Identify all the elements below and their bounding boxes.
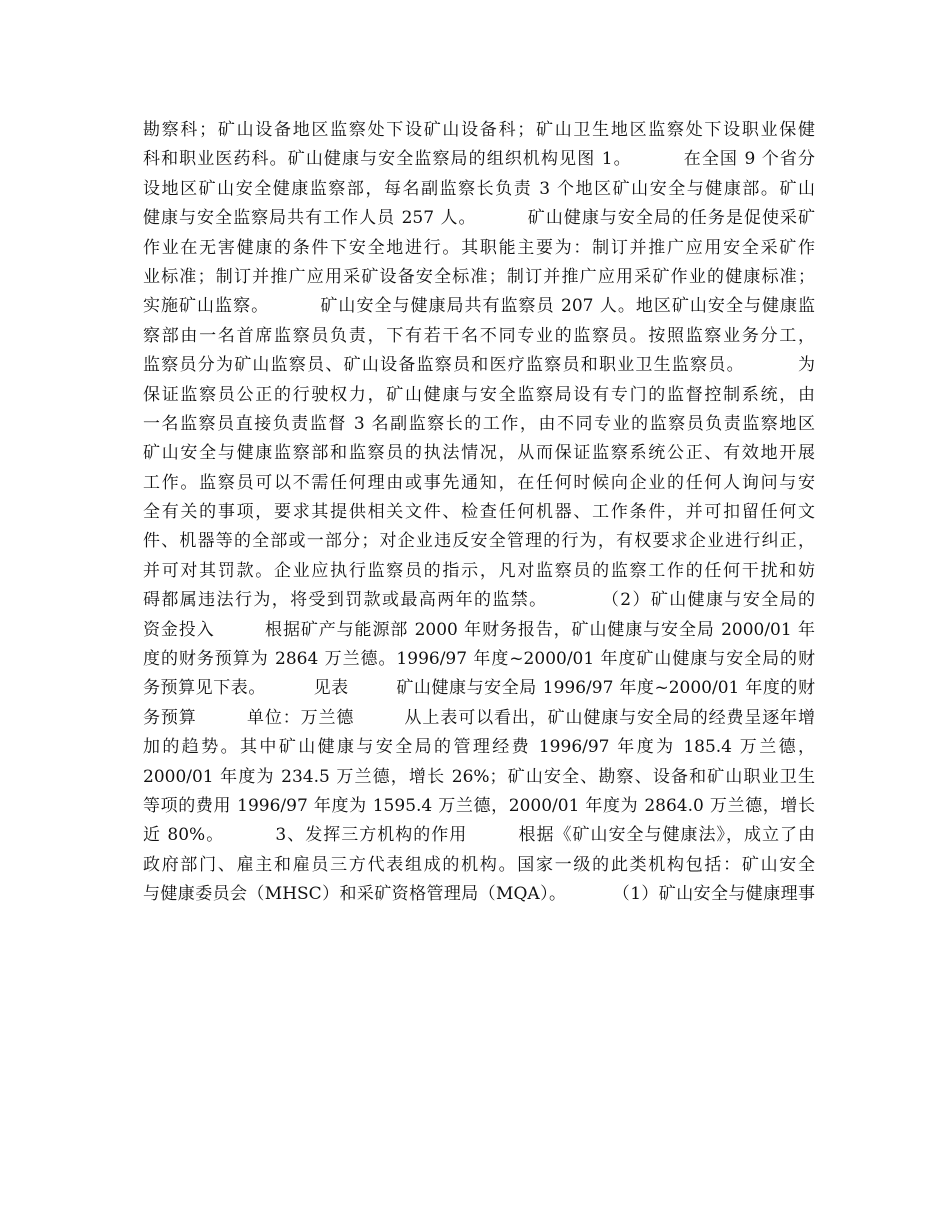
text-line: 等项的费用 1996/97 年度为 1595.4 万兰德，2000/01 年度为 2864.0 万兰德，增长 — [143, 795, 815, 816]
text-line: 工作。监察员可以不需任何理由或事先通知，在任何时候向企业的任何人询问与安 — [143, 472, 815, 493]
text-line: 作业在无害健康的条件下安全地进行。其职能主要为：制订并推广应用安全采矿作 — [143, 237, 815, 258]
text-line: 度的财务预算为 2864 万兰德。1996/97 年度~2000/01 年度矿山健康与安全局的财 — [143, 649, 815, 670]
text-line: 碍都属违法行为，将受到罚款或最高两年的监禁。 （2）矿山健康与安全局的 — [143, 590, 815, 611]
text-line: 2000/01 年度为 234.5 万兰德，增长 26%；矿山安全、勘察、设备和矿山职业卫生 — [143, 766, 815, 787]
text-line: 科和职业医药科。矿山健康与安全监察局的组织机构见图 1。 在全国 9 个省分 — [143, 149, 815, 170]
text-line: 设地区矿山安全健康监察部，每名副监察长负责 3 个地区矿山安全与健康部。矿山 — [143, 178, 815, 199]
text-line: 加的趋势。其中矿山健康与安全局的管理经费 1996/97 年度为 185.4 万兰德， — [143, 737, 815, 758]
text-line: 务预算 单位：万兰德 从上表可以看出，矿山健康与安全局的经费呈逐年增 — [143, 707, 815, 728]
text-line: 并可对其罚款。企业应执行监察员的指示，凡对监察员的监察工作的任何干扰和妨 — [143, 560, 815, 581]
text-line: 资金投入 根据矿产与能源部 2000 年财务报告，矿山健康与安全局 2000/01 年 — [143, 619, 815, 640]
text-line: 近 80%。 3、发挥三方机构的作用 根据《矿山安全与健康法》，成立了由 — [143, 825, 815, 846]
text-line: 政府部门、雇主和雇员三方代表组成的机构。国家一级的此类机构包括：矿山安全 — [143, 854, 815, 875]
text-line: 业标准；制订并推广应用采矿设备安全标准；制订并推广应用采矿作业的健康标准； — [143, 266, 815, 287]
text-line: 全有关的事项，要求其提供相关文件、检查任何机器、工作条件，并可扣留任何文 — [143, 502, 815, 523]
text-line: 与健康委员会（MHSC）和采矿资格管理局（MQA）。 （1）矿山安全与健康理事 — [143, 884, 815, 905]
body-text — [143, 116, 815, 910]
text-line: 察部由一名首席监察员负责，下有若干名不同专业的监察员。按照监察业务分工， — [143, 325, 815, 346]
text-line: 实施矿山监察。 矿山安全与健康局共有监察员 207 人。地区矿山安全与健康监 — [143, 296, 815, 317]
text-line: 健康与安全监察局共有工作人员 257 人。 矿山健康与安全局的任务是促使采矿 — [143, 208, 815, 229]
text-line: 监察员分为矿山监察员、矿山设备监察员和医疗监察员和职业卫生监察员。 为 — [143, 355, 815, 376]
text-line: 勘察科；矿山设备地区监察处下设矿山设备科；矿山卫生地区监察处下设职业保健 — [143, 120, 815, 140]
text-line: 一名监察员直接负责监督 3 名副监察长的工作，由不同专业的监察员负责监察地区 — [143, 413, 815, 434]
text-line: 矿山安全与健康监察部和监察员的执法情况，从而保证监察系统公正、有效地开展 — [143, 443, 815, 464]
text-line: 件、机器等的全部或一部分；对企业违反安全管理的行为，有权要求企业进行纠正， — [143, 531, 815, 552]
text-line: 务预算见下表。 见表 矿山健康与安全局 1996/97 年度~2000/01 年度的财 — [143, 678, 815, 699]
text-line: 保证监察员公正的行驶权力，矿山健康与安全监察局设有专门的监督控制系统，由 — [143, 384, 815, 405]
